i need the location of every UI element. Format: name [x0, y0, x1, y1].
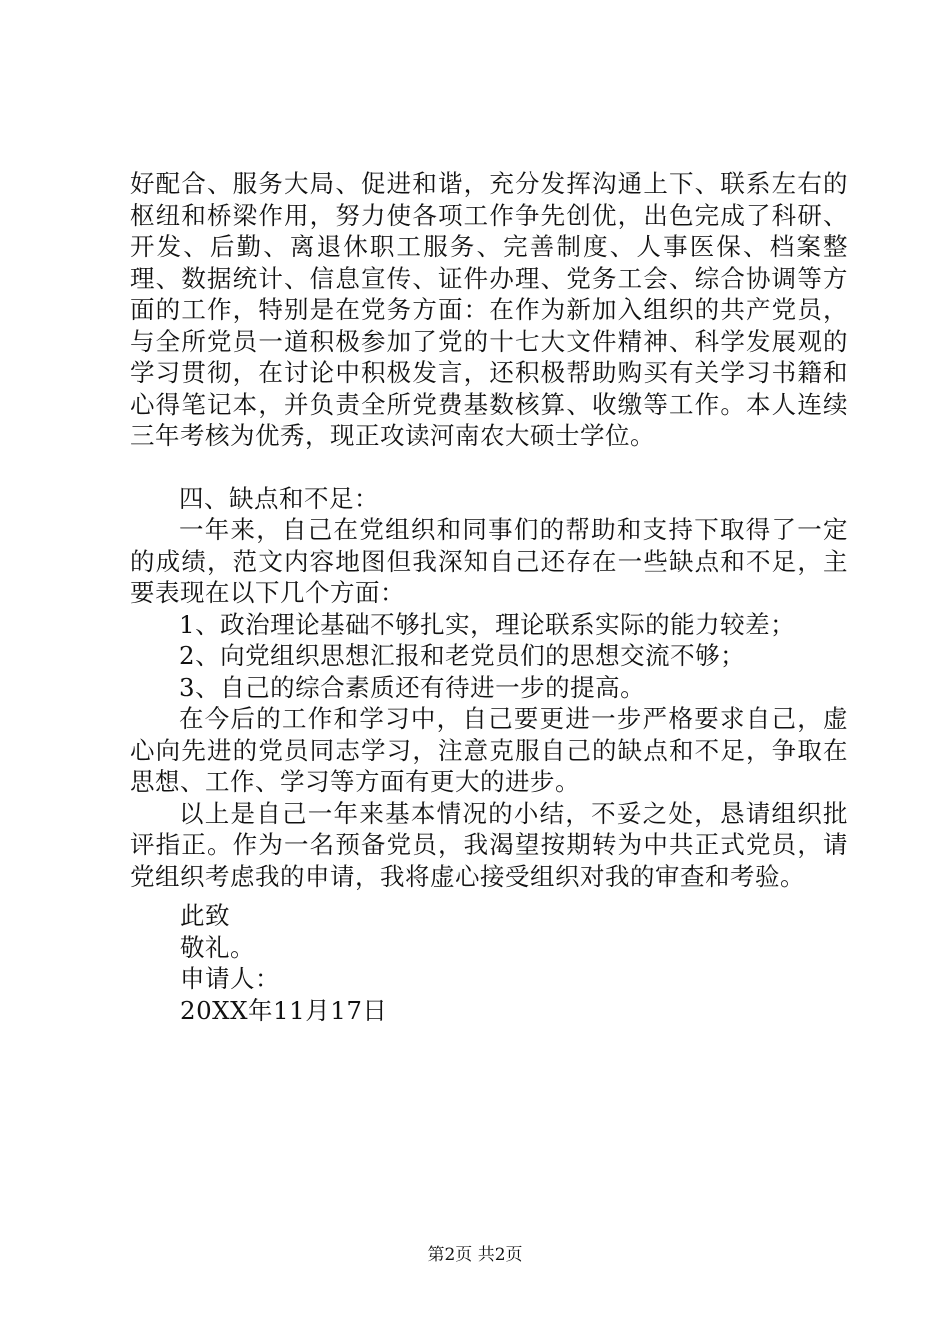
paragraph-shortcomings-intro: 一年来，自己在党组织和同事们的帮助和支持下取得了一定的成绩，范文内容地图但我深知自己还存在一些缺点和不足，主要表现在以下几个方面：: [130, 515, 848, 607]
list-item-shortcoming-2: 2、向党组织思想汇报和老党员们的思想交流不够；: [179, 641, 746, 670]
list-item-shortcoming-1: 1、政治理论基础不够扎实，理论联系实际的能力较差；: [179, 609, 796, 639]
paragraph-conclusion: 以上是自己一年来基本情况的小结，不妥之处，恳请组织批评指正。作为一名预备党员，我渴望按期转为中共正式党员，请党组织考虑我的申请，我将虚心接受组织对我的审查和考验。: [130, 798, 848, 891]
applicant-label: 申请人：: [180, 964, 280, 993]
paragraph-achievements: 好配合、服务大局、促进和谐，充分发挥沟通上下、联系左右的枢纽和桥梁作用，努力使各项工作争先创优，出色完成了科研、开发、后勤、离退休职工服务、完善制度、人事医保、档案整理、数据统计、信息宣传、证件办理、党务工会、综合协调等方面的工作，特别是在党务方面：在作为新加入组织的共产党员，与全所党员一道积极参加了党的十七大文件精神、科学发展观的学习贯彻，在讨论中积极发言，还积极帮助购买有关学习书籍和心得笔记本，并负责全所党费基数核算、收缴等工作。本人连续三年考核为优秀，现正攻读河南农大硕士学位。: [130, 169, 848, 450]
list-item-shortcoming-3: 3、自己的综合素质还有待进一步的提高。: [179, 672, 646, 702]
closing-salutation: 此致: [180, 901, 230, 930]
closing-regards: 敬礼。: [180, 932, 255, 962]
section-heading-shortcomings: 四、缺点和不足：: [179, 483, 379, 513]
closing-block: [180, 900, 387, 1026]
page-footer: 第2页 共2页: [427, 1245, 523, 1265]
document-body: [130, 168, 848, 892]
paragraph-future-plans: 在今后的工作和学习中，自己要更进一步严格要求自己，虚心向先进的党员同志学习，注意克服自己的缺点和不足，争取在思想、工作、学习等方面有更大的进步。: [130, 704, 848, 796]
signature-date: 20XX年11月17日: [180, 995, 388, 1025]
